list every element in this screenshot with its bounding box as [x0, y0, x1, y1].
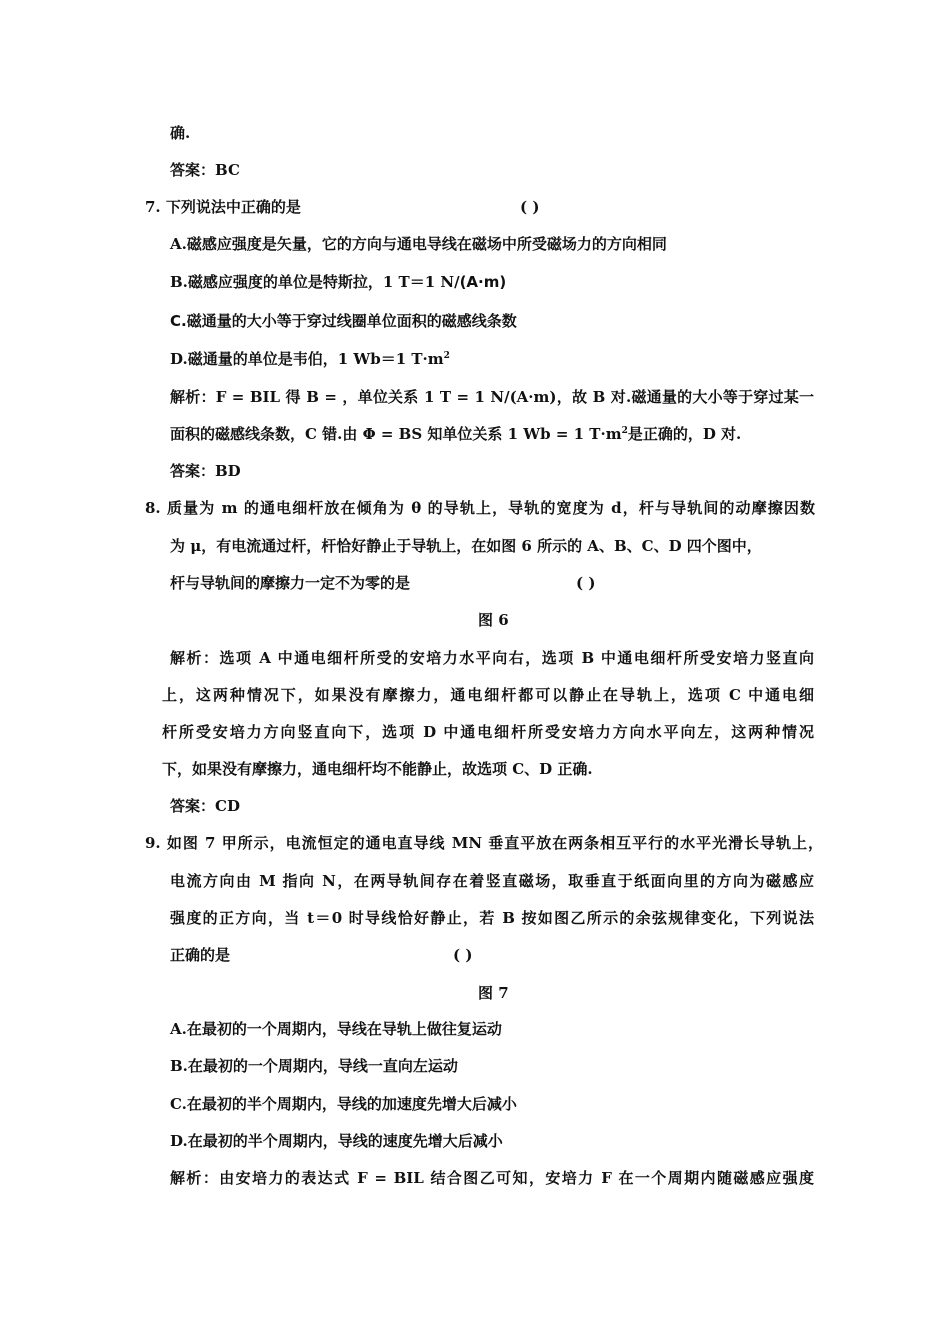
q8-analysis-line1: 解析：选项 A 中通电细杆所受的安培力水平向右，选项 B 中通电细杆所受安培力竖直向	[170, 649, 814, 667]
q9-answer-bracket: ( )	[453, 946, 473, 964]
q7-analysis-line2-end: 是正确的，D 对.	[627, 425, 742, 443]
q8-analysis-line4: 下，如果没有摩擦力，通电细杆均不能静止，故选项 C、D 正确.	[162, 760, 593, 778]
q8-answer-bracket: ( )	[576, 574, 596, 592]
q7-option-d-exponent: 2	[443, 351, 450, 361]
q7-analysis-line2	[170, 424, 741, 444]
q7-option-b	[170, 272, 506, 292]
q8-answer: 答案：CD	[170, 797, 240, 815]
q8-stem-line1: 8. 质量为 m 的通电细杆放在倾角为 θ 的导轨上，导轨的宽度为 d，杆与导轨间的动摩擦因数	[145, 499, 815, 517]
q9-analysis-line1: 解析：由安培力的表达式 F = BIL 结合图乙可知，安培力 F 在一个周期内随磁感应强度	[170, 1169, 814, 1187]
q9-option-b: B.在最初的一个周期内，导线一直向左运动	[170, 1057, 458, 1075]
q9-figure-caption: 图 7	[478, 984, 509, 1002]
q7-option-c	[170, 311, 517, 331]
q7-stem: 7. 下列说法中正确的是	[145, 198, 301, 216]
q8-stem-line3: 杆与导轨间的摩擦力一定不为零的是	[170, 574, 411, 592]
q7-option-a: A.磁感应强度是矢量，它的方向与通电导线在磁场中所受磁场力的方向相同	[170, 235, 667, 253]
prev-question-tail: 确.	[170, 124, 191, 142]
q9-stem-line2: 电流方向由 M 指向 N，在两导轨间存在着竖直磁场，取垂直于纸面向里的方向为磁感应	[170, 872, 814, 890]
q7-analysis-line1: 解析：F = BIL 得 B = ，单位关系 1 T = 1 N/(A·m)，故 B 对.磁通量的大小等于穿过某一	[170, 388, 814, 406]
q9-stem-line3: 强度的正方向，当 t＝0 时导线恰好静止，若 B 按如图乙所示的余弦规律变化，下列说法	[170, 909, 814, 927]
q9-option-a: A.在最初的一个周期内，导线在导轨上做往复运动	[170, 1020, 502, 1038]
q7-option-c-text: 磁通量的大小等于穿过线圈单位面积的磁感线条数	[186, 312, 517, 330]
q7-analysis-line2-text: 面积的磁感线条数，C 错.由 Φ = BS 知单位关系 1 Wb = 1 T·m	[170, 425, 622, 443]
q7-option-b-unit: (A·m)	[459, 273, 507, 291]
q9-option-c: C.在最初的半个周期内，导线的加速度先增大后减小	[170, 1095, 517, 1113]
q8-analysis-line2: 上，这两种情况下，如果没有摩擦力，通电细杆都可以静止在导轨上，选项 C 中通电细	[162, 686, 814, 704]
q8-figure-caption: 图 6	[478, 611, 509, 629]
q7-option-b-text: B.磁感应强度的单位是特斯拉，1 T＝1 N/	[170, 273, 460, 291]
q9-stem-line4: 正确的是	[170, 946, 231, 964]
q9-stem-line1: 9. 如图 7 甲所示，电流恒定的通电直导线 MN 垂直平放在两条相互平行的水平光滑长导轨上，	[145, 834, 823, 852]
q8-stem-line2: 为 μ，有电流通过杆，杆恰好静止于导轨上，在如图 6 所示的 A、B、C、D 四个图中，	[170, 537, 762, 555]
q8-analysis-line3: 杆所受安培力方向竖直向下，选项 D 中通电细杆所受安培力方向水平向左，这两种情况	[162, 723, 814, 741]
q7-option-c-letter: C.	[170, 312, 187, 330]
q7-option-d-text: D.磁通量的单位是韦伯，1 Wb＝1 T·m	[170, 350, 444, 368]
q7-answer-bracket: ( )	[520, 198, 540, 216]
q7-option-d	[170, 349, 450, 369]
q7-answer: 答案：BD	[170, 462, 241, 480]
q9-option-d: D.在最初的半个周期内，导线的速度先增大后减小	[170, 1132, 503, 1150]
q6-answer: 答案：BC	[170, 161, 240, 179]
q7-analysis-exponent: 2	[621, 426, 628, 436]
